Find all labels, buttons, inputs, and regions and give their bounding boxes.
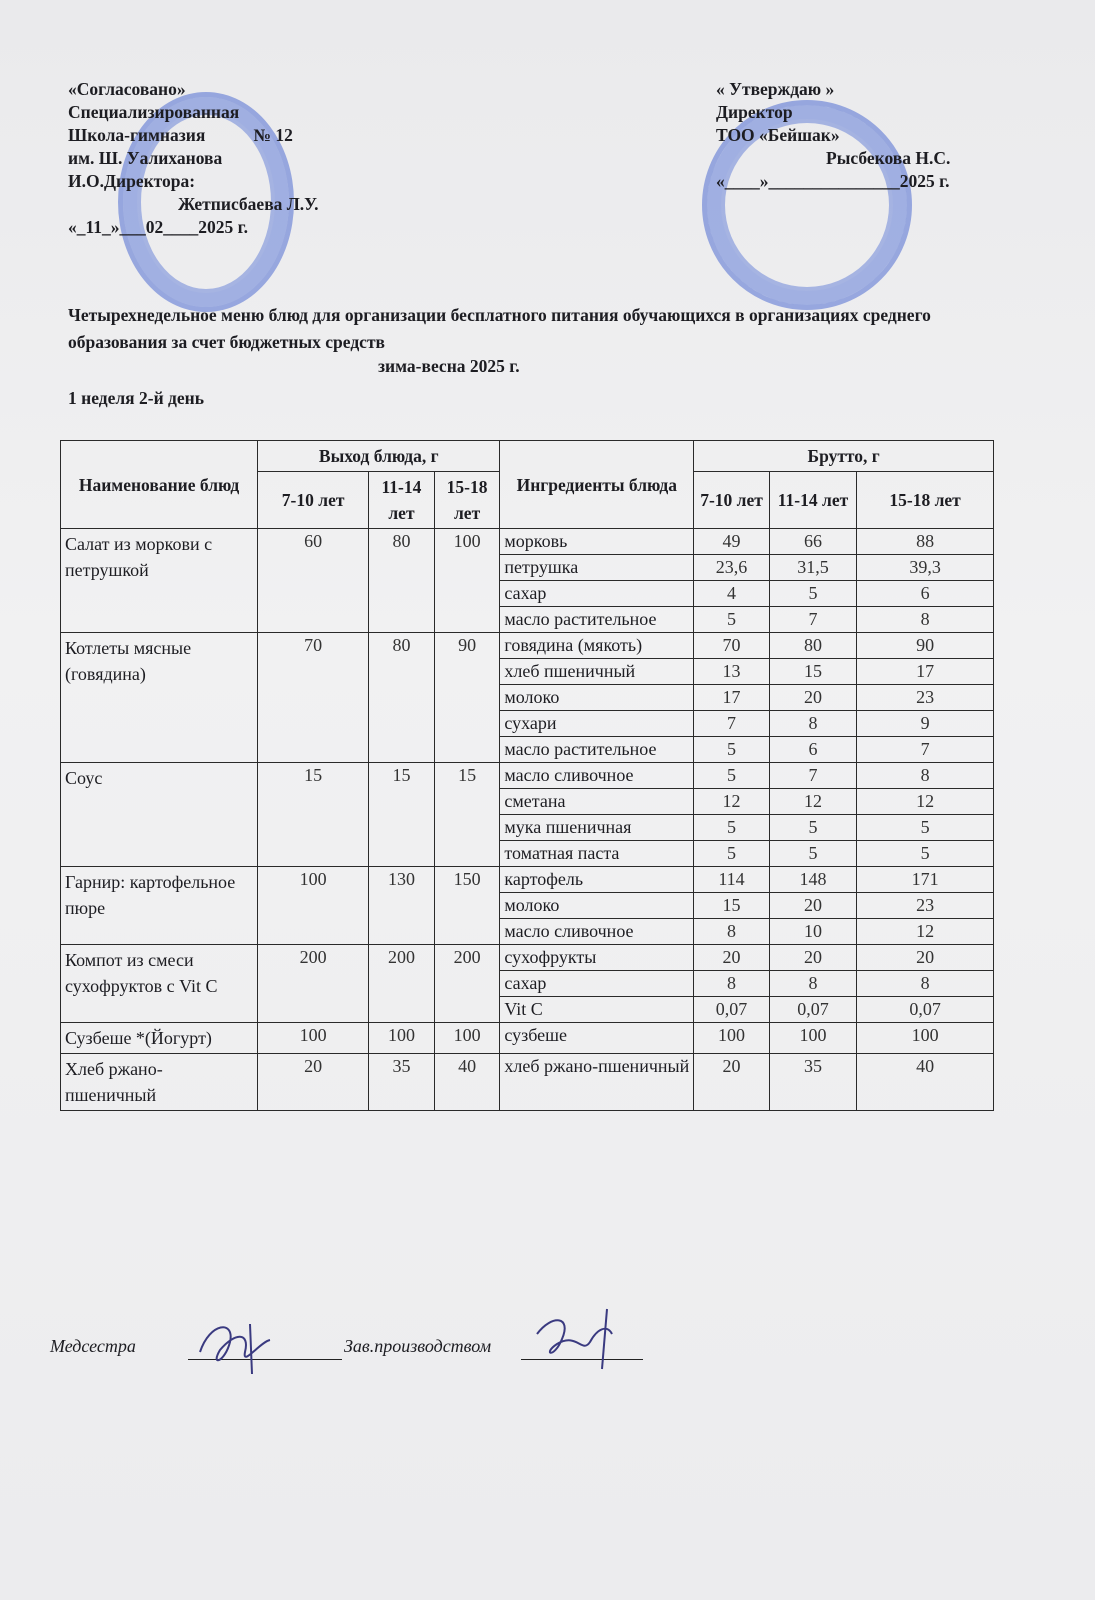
- agreed-date: «_11_»___02____2025 г.: [68, 217, 249, 237]
- approval-block-left: [68, 78, 319, 239]
- director-name: Рысбекова Н.С.: [826, 148, 951, 168]
- dish-yield: 100: [369, 1023, 435, 1054]
- nurse-signature: [190, 1312, 300, 1382]
- school-named-after: им. Ш. Уалиханова: [68, 148, 223, 168]
- header-yield: Выход блюда, г: [258, 441, 500, 472]
- ingredient-gross: 5: [769, 581, 856, 607]
- ingredient-name: Vit C: [500, 997, 694, 1023]
- ingredient-gross: 100: [857, 1023, 994, 1054]
- ingredient-gross: 20: [857, 945, 994, 971]
- dish-name: Салат из моркови с петрушкой: [61, 529, 258, 633]
- ingredient-gross: 10: [769, 919, 856, 945]
- ingredient-name: хлеб пшеничный: [500, 659, 694, 685]
- ingredient-name: мука пшеничная: [500, 815, 694, 841]
- dish-yield: 200: [258, 945, 369, 1023]
- dish-yield: 200: [434, 945, 500, 1023]
- dish-name: Сузбеше *(Йогурт): [61, 1023, 258, 1054]
- chef-label: Зав.производством: [344, 1336, 492, 1356]
- ingredient-name: сахар: [500, 581, 694, 607]
- chef-signature: [522, 1304, 632, 1376]
- ingredient-gross: 23: [857, 893, 994, 919]
- table-row: [61, 1054, 994, 1111]
- ingredient-gross: 70: [694, 633, 770, 659]
- ingredient-name: хлеб ржано-пшеничный: [500, 1054, 694, 1111]
- ingredient-gross: 39,3: [857, 555, 994, 581]
- ingredient-gross: 12: [769, 789, 856, 815]
- ingredient-gross: 100: [694, 1023, 770, 1054]
- ingredient-gross: 5: [694, 815, 770, 841]
- dish-yield: 200: [369, 945, 435, 1023]
- table-row: [61, 867, 994, 893]
- ingredient-gross: 15: [769, 659, 856, 685]
- header-age-11-14: 11-14 лет: [369, 472, 435, 529]
- ingredient-gross: 40: [857, 1054, 994, 1111]
- ingredient-gross: 66: [769, 529, 856, 555]
- ingredient-gross: 114: [694, 867, 770, 893]
- ingredient-name: масло растительное: [500, 607, 694, 633]
- dish-yield: 80: [369, 633, 435, 763]
- dish-yield: 40: [434, 1054, 500, 1111]
- approve-date: «____»_______________2025 г.: [716, 171, 950, 191]
- ingredient-name: говядина (мякоть): [500, 633, 694, 659]
- ingredient-gross: 5: [857, 815, 994, 841]
- dish-yield: 80: [369, 529, 435, 633]
- header-age-15-18: 15-18 лет: [434, 472, 500, 529]
- ingredient-gross: 5: [694, 841, 770, 867]
- dish-name: Гарнир: картофельное пюре: [61, 867, 258, 945]
- season: зима-весна 2025 г.: [378, 356, 520, 376]
- dish-yield: 35: [369, 1054, 435, 1111]
- ingredient-gross: 8: [694, 971, 770, 997]
- ingredient-gross: 17: [694, 685, 770, 711]
- ingredient-gross: 8: [769, 971, 856, 997]
- week-day: 1 неделя 2-й день: [68, 388, 205, 408]
- ingredient-gross: 6: [769, 737, 856, 763]
- ingredient-gross: 8: [857, 607, 994, 633]
- ingredient-gross: 5: [769, 815, 856, 841]
- agreed-heading: «Согласовано»: [68, 79, 186, 99]
- ingredient-gross: 31,5: [769, 555, 856, 581]
- approve-heading: « Утверждаю »: [716, 79, 835, 99]
- header-dish-name: Наименование блюд: [61, 441, 258, 529]
- ingredient-gross: 5: [694, 737, 770, 763]
- header-gross-age-15-18: 15-18 лет: [857, 472, 994, 529]
- dish-yield: 60: [258, 529, 369, 633]
- dish-name: Хлеб ржано-пшеничный: [61, 1054, 258, 1111]
- dish-name: Котлеты мясные (говядина): [61, 633, 258, 763]
- ingredient-gross: 0,07: [857, 997, 994, 1023]
- ingredient-gross: 7: [769, 763, 856, 789]
- ingredient-gross: 5: [769, 841, 856, 867]
- ingredient-gross: 12: [857, 789, 994, 815]
- ingredient-gross: 12: [857, 919, 994, 945]
- ingredient-gross: 35: [769, 1054, 856, 1111]
- ingredient-gross: 20: [694, 1054, 770, 1111]
- dish-yield: 15: [434, 763, 500, 867]
- dish-yield: 100: [434, 529, 500, 633]
- ingredient-gross: 13: [694, 659, 770, 685]
- ingredient-gross: 20: [769, 945, 856, 971]
- ingredient-gross: 9: [857, 711, 994, 737]
- ingredient-gross: 8: [857, 763, 994, 789]
- dish-yield: 150: [434, 867, 500, 945]
- ingredient-gross: 7: [769, 607, 856, 633]
- header-gross: Брутто, г: [694, 441, 994, 472]
- ingredient-gross: 6: [857, 581, 994, 607]
- dish-name: Соус: [61, 763, 258, 867]
- ingredient-name: сахар: [500, 971, 694, 997]
- dish-yield: 100: [258, 1023, 369, 1054]
- ingredient-name: морковь: [500, 529, 694, 555]
- ingredient-gross: 20: [694, 945, 770, 971]
- ingredient-gross: 7: [694, 711, 770, 737]
- ingredient-name: сухофрукты: [500, 945, 694, 971]
- acting-director-name: Жетписбаева Л.У.: [178, 194, 319, 214]
- ingredient-gross: 7: [857, 737, 994, 763]
- dish-yield: 100: [258, 867, 369, 945]
- dish-yield: 15: [258, 763, 369, 867]
- ingredient-name: сухари: [500, 711, 694, 737]
- ingredient-gross: 100: [769, 1023, 856, 1054]
- ingredient-name: молоко: [500, 685, 694, 711]
- table-row: [61, 945, 994, 971]
- ingredient-name: масло растительное: [500, 737, 694, 763]
- ingredient-gross: 49: [694, 529, 770, 555]
- table-row: [61, 763, 994, 789]
- ingredient-name: петрушка: [500, 555, 694, 581]
- ingredient-name: сметана: [500, 789, 694, 815]
- ingredient-gross: 20: [769, 893, 856, 919]
- table-row: [61, 1023, 994, 1054]
- school-number: № 12: [253, 125, 293, 145]
- ingredient-gross: 4: [694, 581, 770, 607]
- ingredient-gross: 23,6: [694, 555, 770, 581]
- ingredient-gross: 88: [857, 529, 994, 555]
- ingredient-gross: 5: [694, 607, 770, 633]
- table-row: [61, 633, 994, 659]
- ingredient-gross: 5: [857, 841, 994, 867]
- ingredient-gross: 148: [769, 867, 856, 893]
- director-label: Директор: [716, 102, 793, 122]
- ingredient-gross: 8: [857, 971, 994, 997]
- ingredient-gross: 80: [769, 633, 856, 659]
- header-age-7-10: 7-10 лет: [258, 472, 369, 529]
- ingredient-gross: 171: [857, 867, 994, 893]
- ingredient-name: масло сливочное: [500, 919, 694, 945]
- school-type: Специализированная: [68, 102, 240, 122]
- ingredient-name: молоко: [500, 893, 694, 919]
- dish-yield: 20: [258, 1054, 369, 1111]
- school-name: Школа-гимназия: [68, 125, 206, 145]
- dish-name: Компот из смеси сухофруктов с Vit C: [61, 945, 258, 1023]
- company-name: ТОО «Бейшак»: [716, 125, 840, 145]
- header-ingredients: Ингредиенты блюда: [500, 441, 694, 529]
- header-gross-age-7-10: 7-10 лет: [694, 472, 770, 529]
- header-gross-age-11-14: 11-14 лет: [769, 472, 856, 529]
- dish-yield: 70: [258, 633, 369, 763]
- menu-table: [60, 440, 994, 1111]
- ingredient-gross: 8: [694, 919, 770, 945]
- dish-yield: 90: [434, 633, 500, 763]
- ingredient-name: картофель: [500, 867, 694, 893]
- nurse-label: Медсестра: [50, 1336, 136, 1356]
- dish-yield: 130: [369, 867, 435, 945]
- ingredient-gross: 0,07: [769, 997, 856, 1023]
- ingredient-name: масло сливочное: [500, 763, 694, 789]
- ingredient-name: томатная паста: [500, 841, 694, 867]
- table-row: [61, 529, 994, 555]
- ingredient-gross: 90: [857, 633, 994, 659]
- ingredient-gross: 15: [694, 893, 770, 919]
- ingredient-name: сузбеше: [500, 1023, 694, 1054]
- ingredient-gross: 12: [694, 789, 770, 815]
- document-title: Четырехнедельное меню блюд для организации бесплатного питания обучающихся в организациях среднего образования за счет бюджетных средств: [68, 305, 931, 352]
- dish-yield: 15: [369, 763, 435, 867]
- ingredient-gross: 20: [769, 685, 856, 711]
- ingredient-gross: 0,07: [694, 997, 770, 1023]
- approval-block-right: [716, 78, 950, 193]
- ingredient-gross: 5: [694, 763, 770, 789]
- dish-yield: 100: [434, 1023, 500, 1054]
- acting-director-label: И.О.Директора:: [68, 171, 196, 191]
- ingredient-gross: 8: [769, 711, 856, 737]
- ingredient-gross: 23: [857, 685, 994, 711]
- ingredient-gross: 17: [857, 659, 994, 685]
